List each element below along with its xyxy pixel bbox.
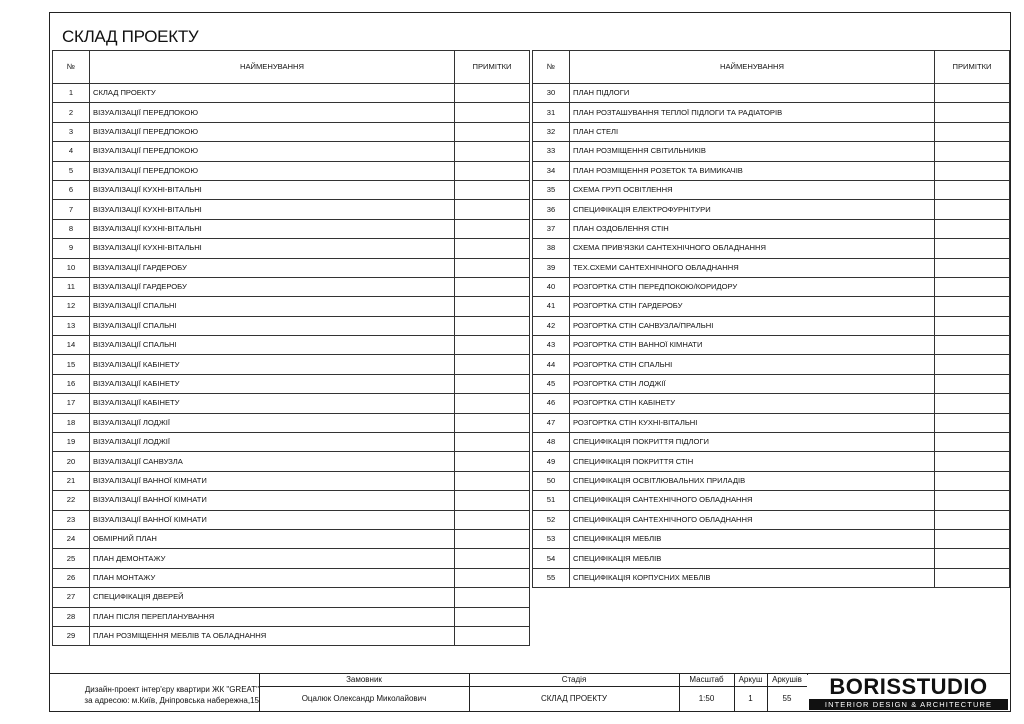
table-row [533,394,1010,413]
row-number: 1 [53,84,90,103]
row-notes [455,258,530,277]
column-header-notes: ПРИМІТКИ [455,51,530,84]
sheet-label: Аркуш [738,675,763,684]
row-title: ПЛАН СТЕЛІ [570,122,935,141]
row-number: 10 [53,258,90,277]
row-title: ВІЗУАЛІЗАЦІЇ КАБІНЕТУ [90,355,455,374]
row-notes [455,219,530,238]
project-description-line2: за адресою: м.Київ, Дніпровська набережна,15 [84,696,259,705]
row-notes [455,394,530,413]
row-number: 23 [53,510,90,529]
table-row [53,433,530,452]
row-number: 55 [533,568,570,587]
table-row [533,510,1010,529]
table-row [53,219,530,238]
row-notes [455,200,530,219]
row-title: СПЕЦИФІКАЦІЯ МЕБЛІВ [570,529,935,548]
row-number: 35 [533,180,570,199]
row-title: СПЕЦИФІКАЦІЯ САНТЕХНІЧНОГО ОБЛАДНАННЯ [570,491,935,510]
row-number: 9 [53,239,90,258]
row-title: СПЕЦИФІКАЦІЯ ОСВІТЛЮВАЛЬНИХ ПРИЛАДІВ [570,471,935,490]
row-title: ПЛАН МОНТАЖУ [90,568,455,587]
row-notes [455,529,530,548]
row-notes [935,471,1010,490]
row-notes [455,103,530,122]
row-number: 37 [533,219,570,238]
left-contents-table [52,50,530,646]
row-title: ВІЗУАЛІЗАЦІЇ ПЕРЕДПОКОЮ [90,122,455,141]
table-row [53,258,530,277]
table-row [53,355,530,374]
row-notes [455,433,530,452]
row-title: СПЕЦИФІКАЦІЯ ДВЕРЕЙ [90,588,455,607]
row-notes [935,316,1010,335]
sheet-value: 1 [748,694,753,703]
table-row [533,471,1010,490]
table-row [53,200,530,219]
row-notes [935,413,1010,432]
row-number: 40 [533,277,570,296]
scale-label: Масштаб [689,675,724,684]
stage-label: Стадія [561,675,587,684]
table-row [533,258,1010,277]
row-number: 32 [533,122,570,141]
row-number: 19 [53,433,90,452]
row-notes [935,161,1010,180]
logo-tagline: INTERIOR DESIGN & ARCHITECTURE [809,699,1008,710]
studio-logo [807,675,1010,711]
row-notes [935,277,1010,296]
row-title: ВІЗУАЛІЗАЦІЇ ЛОДЖІЇ [90,413,455,432]
page-title: СКЛАД ПРОЕКТУ [62,27,199,46]
row-title: РОЗГОРТКА СТІН КАБІНЕТУ [570,394,935,413]
table-row [53,588,530,607]
row-notes [455,588,530,607]
row-number: 44 [533,355,570,374]
row-notes [935,568,1010,587]
row-number: 46 [533,394,570,413]
row-title: ПЛАН РОЗМІЩЕННЯ МЕБЛІВ ТА ОБЛАДНАННЯ [90,626,455,645]
row-notes [455,355,530,374]
row-title: ВІЗУАЛІЗАЦІЇ ВАННОЇ КІМНАТИ [90,510,455,529]
table-row [533,239,1010,258]
header-row [533,51,1010,84]
table-row [53,452,530,471]
row-number: 2 [53,103,90,122]
table-row [53,510,530,529]
table-row [533,529,1010,548]
row-notes [455,161,530,180]
row-number: 34 [533,161,570,180]
row-title: ПЛАН ПІДЛОГИ [570,84,935,103]
row-number: 26 [53,568,90,587]
row-number: 6 [53,180,90,199]
row-notes [455,84,530,103]
row-number: 41 [533,297,570,316]
row-number: 14 [53,336,90,355]
row-title: ВІЗУАЛІЗАЦІЇ ГАРДЕРОБУ [90,277,455,296]
row-notes [935,491,1010,510]
table-row [53,297,530,316]
row-number: 24 [53,529,90,548]
row-title: ВІЗУАЛІЗАЦІЇ КАБІНЕТУ [90,374,455,393]
row-number: 28 [53,607,90,626]
table-row [53,529,530,548]
row-number: 53 [533,529,570,548]
row-notes [455,297,530,316]
client-value: Оцалюк Олександр Миколайович [301,694,427,703]
row-number: 18 [53,413,90,432]
row-title: ВІЗУАЛІЗАЦІЇ СПАЛЬНІ [90,336,455,355]
row-number: 8 [53,219,90,238]
table-row [53,277,530,296]
row-notes [455,142,530,161]
table-row [53,336,530,355]
table-row [53,607,530,626]
column-header-notes: ПРИМІТКИ [935,51,1010,84]
row-notes [935,103,1010,122]
right-contents-table [532,50,1010,588]
table-row [53,491,530,510]
table-row [533,219,1010,238]
column-header-name: НАЙМЕНУВАННЯ [570,51,935,84]
row-title: РОЗГОРТКА СТІН ЛОДЖІЇ [570,374,935,393]
table-row [53,239,530,258]
table-row [53,568,530,587]
table-row [533,491,1010,510]
row-title: ПЛАН РОЗТАШУВАННЯ ТЕПЛОЇ ПІДЛОГИ ТА РАДІАТОРІВ [570,103,935,122]
row-title: ПЛАН РОЗМІЩЕННЯ СВІТИЛЬНИКІВ [570,142,935,161]
row-number: 54 [533,549,570,568]
row-notes [455,471,530,490]
row-notes [455,510,530,529]
table-row [53,180,530,199]
row-number: 36 [533,200,570,219]
row-number: 29 [53,626,90,645]
row-title: ВІЗУАЛІЗАЦІЇ КУХНІ-ВІТАЛЬНІ [90,200,455,219]
table-row [53,316,530,335]
row-title: ВІЗУАЛІЗАЦІЇ ПЕРЕДПОКОЮ [90,161,455,180]
row-notes [935,258,1010,277]
scale-value: 1:50 [698,694,715,703]
row-notes [935,394,1010,413]
row-title: СПЕЦИФІКАЦІЯ КОРПУСНИХ МЕБЛІВ [570,568,935,587]
row-title: СПЕЦИФІКАЦІЯ ЕЛЕКТРОФУРНІТУРИ [570,200,935,219]
row-notes [935,219,1010,238]
row-notes [455,336,530,355]
row-number: 11 [53,277,90,296]
table-row [53,374,530,393]
row-title: РОЗГОРТКА СТІН ГАРДЕРОБУ [570,297,935,316]
row-number: 3 [53,122,90,141]
row-notes [935,433,1010,452]
table-row [53,394,530,413]
row-notes [455,180,530,199]
row-title: ВІЗУАЛІЗАЦІЇ ВАННОЇ КІМНАТИ [90,471,455,490]
row-notes [455,316,530,335]
row-notes [455,277,530,296]
table-row [53,161,530,180]
table-row [533,568,1010,587]
stage-value: СКЛАД ПРОЕКТУ [540,694,608,703]
table-row [533,142,1010,161]
table-row [533,374,1010,393]
row-title: ВІЗУАЛІЗАЦІЇ ПЕРЕДПОКОЮ [90,103,455,122]
row-number: 45 [533,374,570,393]
row-notes [455,491,530,510]
row-title: ВІЗУАЛІЗАЦІЇ ВАННОЇ КІМНАТИ [90,491,455,510]
row-number: 33 [533,142,570,161]
table-row [53,122,530,141]
row-notes [935,452,1010,471]
table-row [533,103,1010,122]
row-notes [935,355,1010,374]
row-number: 15 [53,355,90,374]
row-title: ВІЗУАЛІЗАЦІЇ КУХНІ-ВІТАЛЬНІ [90,219,455,238]
row-number: 30 [533,84,570,103]
row-notes [455,122,530,141]
row-title: ВІЗУАЛІЗАЦІЇ САНВУЗЛА [90,452,455,471]
row-notes [455,413,530,432]
table-row [53,84,530,103]
column-header-name: НАЙМЕНУВАННЯ [90,51,455,84]
row-number: 52 [533,510,570,529]
row-number: 39 [533,258,570,277]
header-row [53,51,530,84]
table-row [533,200,1010,219]
row-notes [455,549,530,568]
row-notes [935,239,1010,258]
row-notes [455,452,530,471]
row-number: 21 [53,471,90,490]
row-notes [935,122,1010,141]
row-notes [935,84,1010,103]
row-number: 49 [533,452,570,471]
row-title: ВІЗУАЛІЗАЦІЇ КАБІНЕТУ [90,394,455,413]
table-row [533,452,1010,471]
row-number: 27 [53,588,90,607]
row-title: ТЕХ.СХЕМИ САНТЕХНІЧНОГО ОБЛАДНАННЯ [570,258,935,277]
row-title: ВІЗУАЛІЗАЦІЇ СПАЛЬНІ [90,297,455,316]
row-title: ПЛАН РОЗМІЩЕННЯ РОЗЕТОК ТА ВИМИКАЧІВ [570,161,935,180]
row-title: ВІЗУАЛІЗАЦІЇ ГАРДЕРОБУ [90,258,455,277]
row-number: 7 [53,200,90,219]
row-title: СПЕЦИФІКАЦІЯ МЕБЛІВ [570,549,935,568]
table-row [533,122,1010,141]
row-number: 4 [53,142,90,161]
row-title: РОЗГОРТКА СТІН САНВУЗЛА/ПРАЛЬНІ [570,316,935,335]
table-row [53,471,530,490]
row-notes [935,142,1010,161]
table-row [53,142,530,161]
row-title: ОБМІРНИЙ ПЛАН [90,529,455,548]
sheets-total-label: Аркушів [772,675,802,684]
row-notes [935,510,1010,529]
row-number: 20 [53,452,90,471]
row-title: СПЕЦИФІКАЦІЯ ПОКРИТТЯ СТІН [570,452,935,471]
row-title: СХЕМА ПРИВ'ЯЗКИ САНТЕХНІЧНОГО ОБЛАДНАННЯ [570,239,935,258]
table-row [533,549,1010,568]
row-title: ВІЗУАЛІЗАЦІЇ КУХНІ-ВІТАЛЬНІ [90,180,455,199]
column-header-number: № [533,51,570,84]
row-title: РОЗГОРТКА СТІН СПАЛЬНІ [570,355,935,374]
row-number: 22 [53,491,90,510]
row-number: 43 [533,336,570,355]
row-notes [935,200,1010,219]
table-row [533,161,1010,180]
row-title: ПЛАН ОЗДОБЛЕННЯ СТІН [570,219,935,238]
table-row [533,433,1010,452]
table-row [53,413,530,432]
row-number: 13 [53,316,90,335]
row-notes [455,568,530,587]
row-notes [935,297,1010,316]
table-row [533,277,1010,296]
project-description-line1: Дизайн-проект інтер'єру квартири ЖК "GREAT" [84,685,259,694]
table-row [533,84,1010,103]
client-label: Замовник [346,675,382,684]
row-number: 47 [533,413,570,432]
row-title: РОЗГОРТКА СТІН ПЕРЕДПОКОЮ/КОРИДОРУ [570,277,935,296]
row-number: 31 [533,103,570,122]
row-notes [455,626,530,645]
row-notes [935,374,1010,393]
row-title: ВІЗУАЛІЗАЦІЇ ЛОДЖІЇ [90,433,455,452]
row-notes [455,607,530,626]
row-number: 38 [533,239,570,258]
table-row [533,297,1010,316]
table-row [53,626,530,645]
row-title: СХЕМА ГРУП ОСВІТЛЕННЯ [570,180,935,199]
logo-wordmark: BORISSTUDIO [829,674,988,699]
row-title: СПЕЦИФІКАЦІЯ ПОКРИТТЯ ПІДЛОГИ [570,433,935,452]
row-title: РОЗГОРТКА СТІН КУХНІ-ВІТАЛЬНІ [570,413,935,432]
row-notes [935,529,1010,548]
row-number: 51 [533,491,570,510]
row-title: ПЛАН ПІСЛЯ ПЕРЕПЛАНУВАННЯ [90,607,455,626]
row-number: 5 [53,161,90,180]
row-title: ВІЗУАЛІЗАЦІЇ КУХНІ-ВІТАЛЬНІ [90,239,455,258]
table-row [533,355,1010,374]
row-notes [455,239,530,258]
table-row [53,549,530,568]
table-row [533,336,1010,355]
table-row [533,180,1010,199]
table-row [53,103,530,122]
row-number: 42 [533,316,570,335]
row-title: СКЛАД ПРОЕКТУ [90,84,455,103]
row-title: РОЗГОРТКА СТІН ВАННОЇ КІМНАТИ [570,336,935,355]
table-row [533,413,1010,432]
row-number: 48 [533,433,570,452]
table-row [533,316,1010,335]
sheets-total-value: 55 [782,694,792,703]
row-notes [455,374,530,393]
row-number: 12 [53,297,90,316]
row-number: 25 [53,549,90,568]
row-title: ВІЗУАЛІЗАЦІЇ ПЕРЕДПОКОЮ [90,142,455,161]
row-notes [935,180,1010,199]
row-notes [935,336,1010,355]
row-title: ПЛАН ДЕМОНТАЖУ [90,549,455,568]
column-header-number: № [53,51,90,84]
row-number: 17 [53,394,90,413]
row-title: СПЕЦИФІКАЦІЯ САНТЕХНІЧНОГО ОБЛАДНАННЯ [570,510,935,529]
row-title: ВІЗУАЛІЗАЦІЇ СПАЛЬНІ [90,316,455,335]
row-number: 16 [53,374,90,393]
row-notes [935,549,1010,568]
row-number: 50 [533,471,570,490]
